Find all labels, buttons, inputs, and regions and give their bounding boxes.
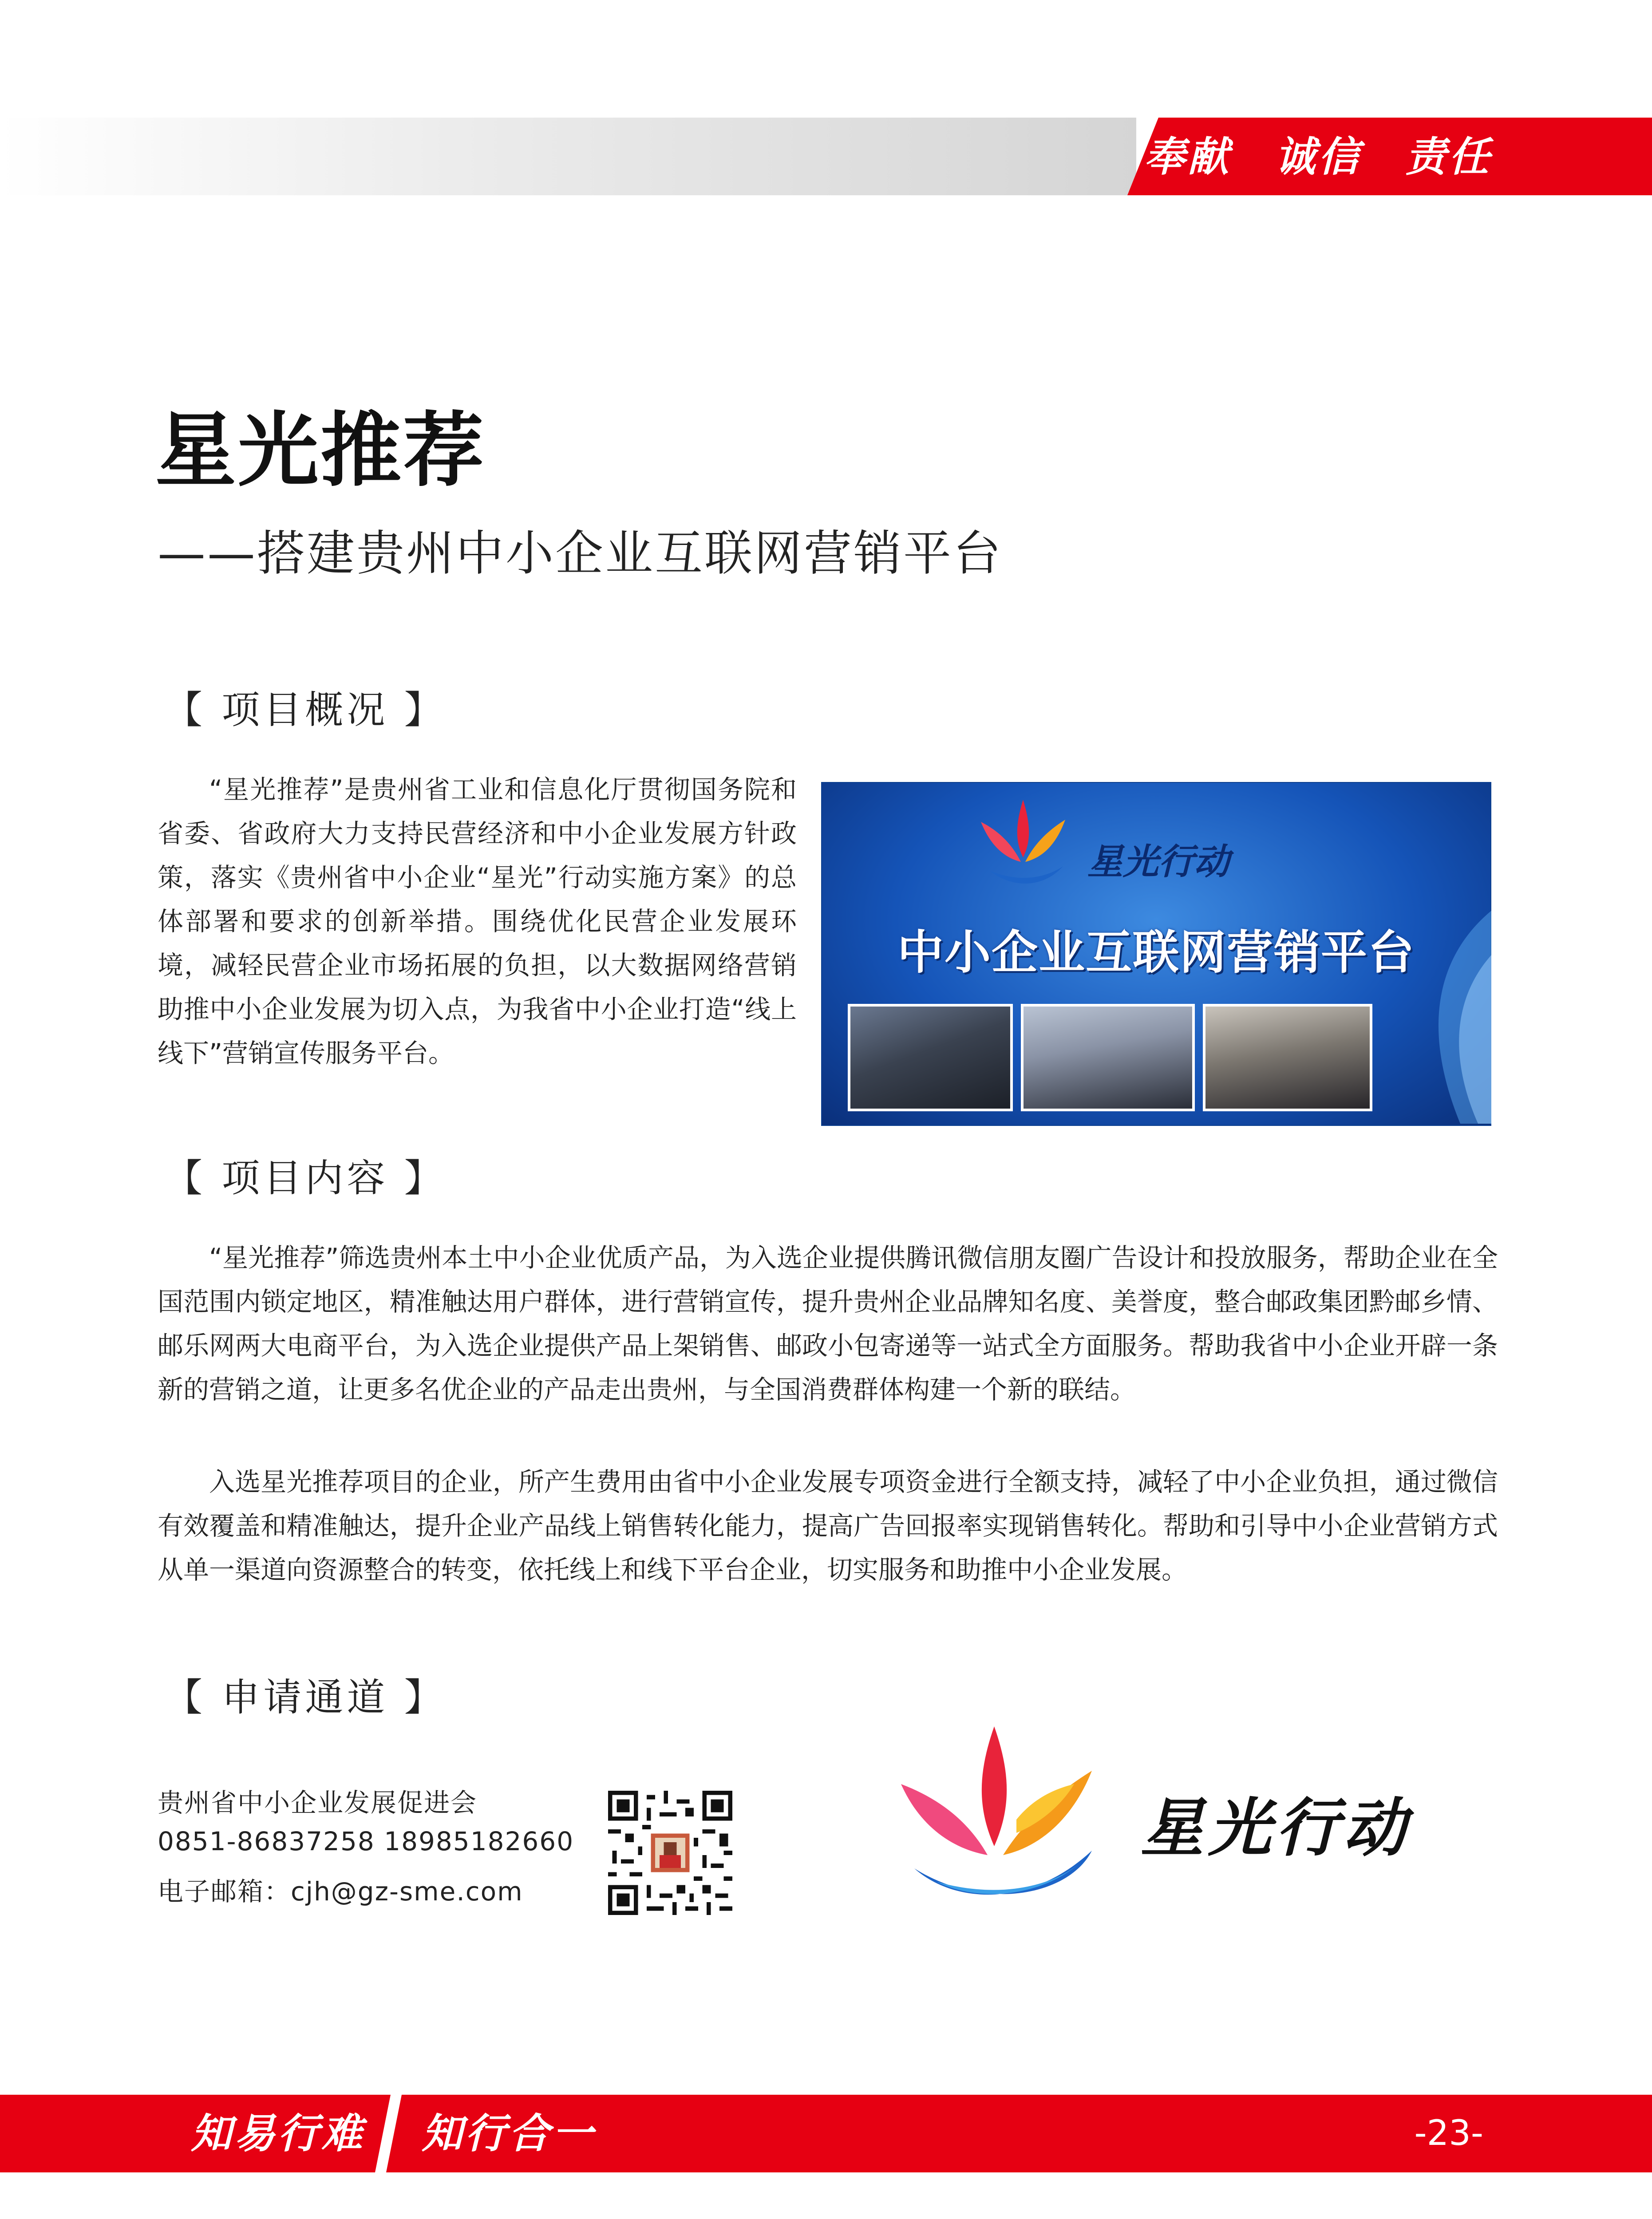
- qr-code-icon: [608, 1791, 732, 1915]
- content-paragraph-2: 入选星光推荐项目的企业，所产生费用由省中小企业发展专项资金进行全额支持，减轻了中小企业负担，通过微信有效覆盖和精准触达，提升企业产品线上销售转化能力，提高广告回报率实现销售转化。帮助和引导中小企业营销方式从单一渠道向资源整合的转变，依托线上和线下平台企业，切实服务和助推中小企业发展。: [158, 1467, 1498, 1585]
- apply-heading: 【 申请通道 】: [164, 1675, 446, 1720]
- contact-email: 电子邮箱：cjh@gz-sme.com: [158, 1876, 523, 1907]
- page-subtitle: ——搭建贵州中小企业互联网营销平台: [158, 526, 1003, 581]
- logo-text: 星光行动: [1141, 1791, 1411, 1865]
- footer-slogan-left: 知易行难: [191, 2109, 365, 2157]
- content-heading: 【 项目内容 】: [164, 1156, 446, 1200]
- overview-heading: 【 项目概况 】: [164, 688, 446, 732]
- page-title: 星光推荐: [155, 403, 486, 497]
- banner-title: 中小企业互联网营销平台: [897, 925, 1415, 979]
- banner-photo-handshake: [1203, 1004, 1372, 1111]
- banner-brand-text: 星光行动: [1087, 841, 1229, 882]
- contact-organization: 贵州省中小企业发展促进会: [158, 1788, 478, 1818]
- footer-slogan-right: 知行合一: [422, 2109, 596, 2157]
- banner-photo-conference: [848, 1004, 1013, 1111]
- star-action-logo-icon: [883, 1718, 1114, 1908]
- star-logo-icon: [972, 795, 1074, 893]
- banner-photo-signing: [1021, 1004, 1195, 1111]
- overview-paragraph: “星光推荐”是贵州省工业和信息化厅贯彻国务院和省委、省政府大力支持民营经济和中小企业发展方针政策，落实《贵州省中小企业“星光”行动实施方案》的总体部署和要求的创新举措。围绕优化民营企业发展环境，减轻民营企业市场拓展的负担，以大数据网络营销助推中小企业发展为切入点，为我省中小企业打造“线上线下”营销宣传服务平台。: [158, 774, 797, 1068]
- header-slogan: 奉献 诚信 责任: [1144, 133, 1492, 181]
- banner-photo: [821, 782, 1491, 1126]
- header-gray-band: [0, 118, 1136, 195]
- contact-phones: 0851-86837258 18985182660: [158, 1826, 574, 1856]
- content-paragraph-1: “星光推荐”筛选贵州本土中小企业优质产品，为入选企业提供腾讯微信朋友圈广告设计和投放服务，帮助企业在全国范围内锁定地区，精准触达用户群体，进行营销宣传，提升贵州企业品牌知名度、美誉度，整合邮政集团黔邮乡情、邮乐网两大电商平台，为入选企业提供产品上架销售、邮政小包寄递等一站式全方面服务。帮助我省中小企业开辟一条新的营销之道，让更多名优企业的产品走出贵州，与全国消费群体构建一个新的联结。: [158, 1243, 1498, 1405]
- page-number: -23-: [1414, 2113, 1483, 2153]
- banner-wave-decoration: [1349, 893, 1491, 1124]
